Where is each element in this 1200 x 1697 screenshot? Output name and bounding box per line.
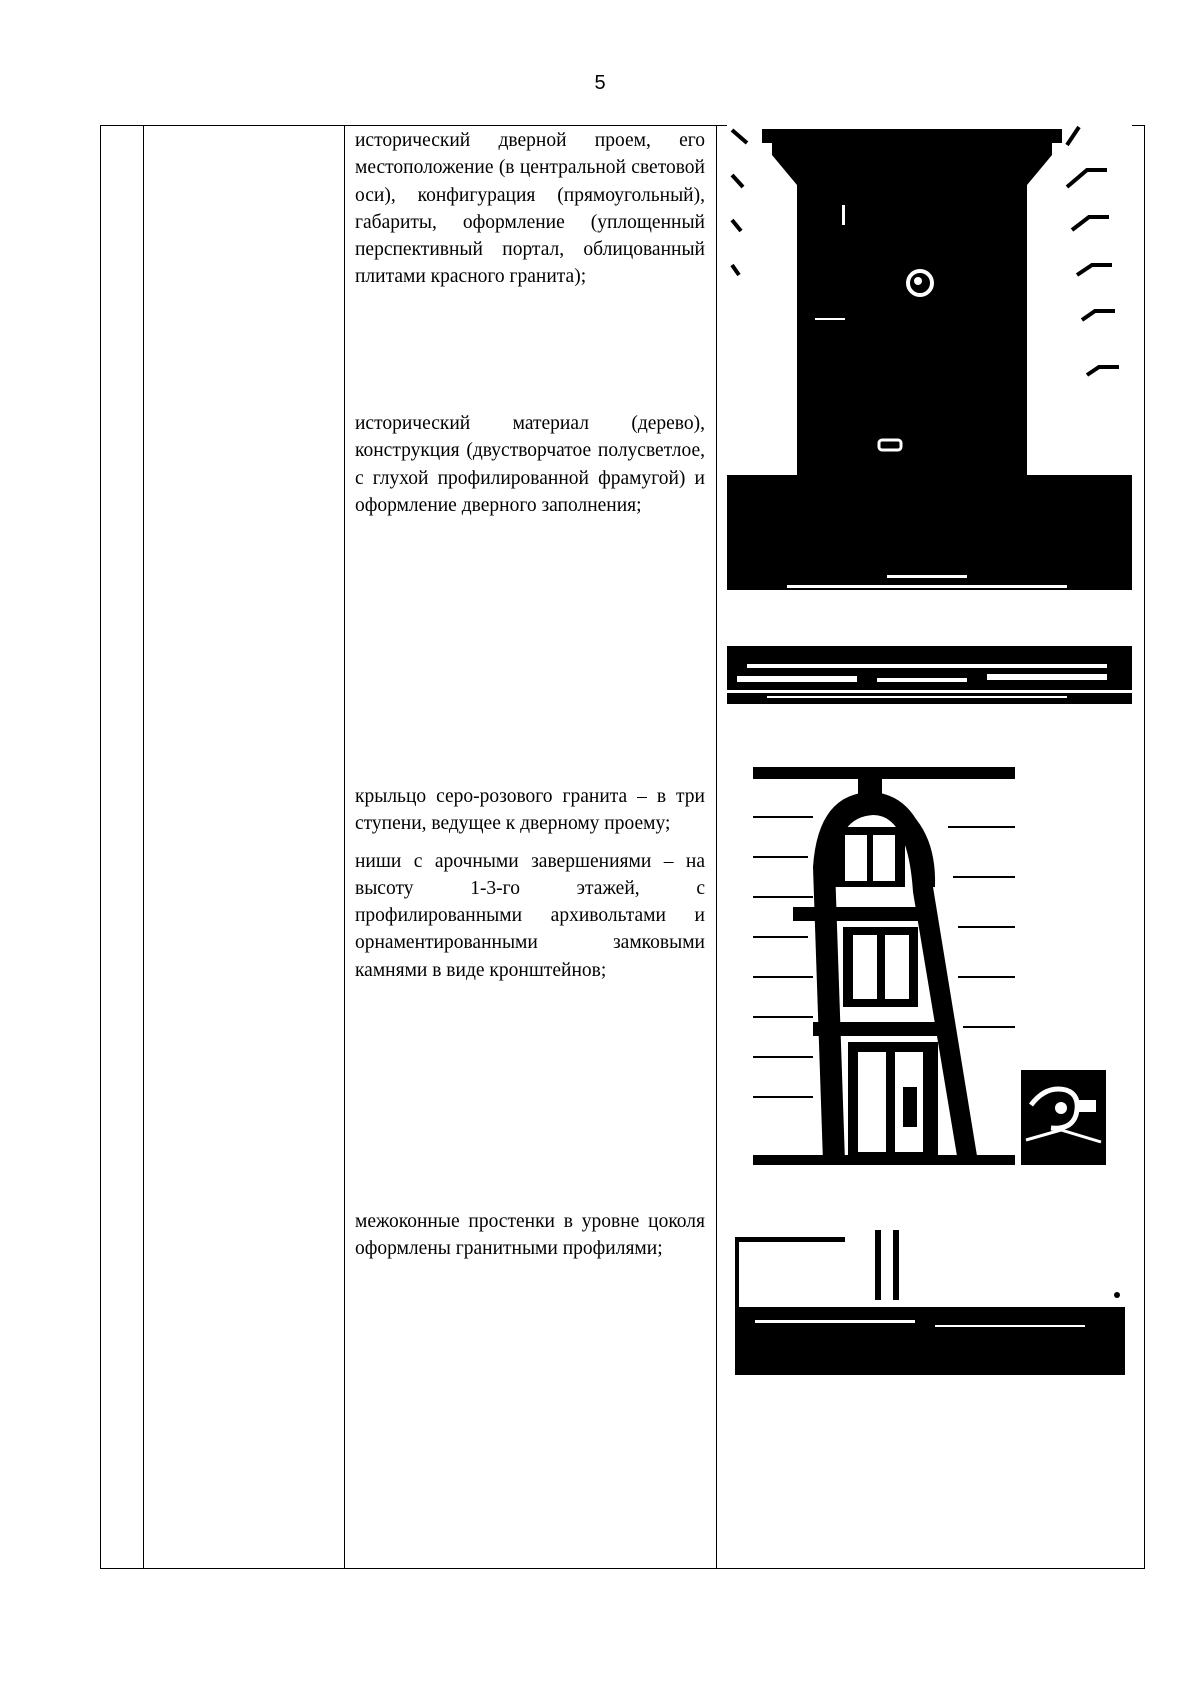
plinth-photo <box>735 1225 1125 1375</box>
column-divider-2 <box>344 126 345 1568</box>
paragraph-doorway: исторический дверной проем, его местоположение (в центральной световой оси), конфигурация (прямоугольный), габариты, оформление (уплощенный перспективный портал, облицованный плитами красного гранита); <box>355 130 705 288</box>
text-cell-door-fill <box>355 410 705 529</box>
arched-niche-photo <box>753 767 1015 1165</box>
paragraph-door-material: исторический материал (дерево), конструкция (двустворчатое полусветлое, с глухой профилированной фрамугой) и оформление дверного заполнения; <box>355 413 705 516</box>
page-number: 5 <box>594 72 606 94</box>
porch-photo <box>727 646 1132 704</box>
paragraph-plinth: межоконные простенки в уровне цоколя оформлены гранитными профилями; <box>355 1211 705 1260</box>
keystone-photo <box>1021 1070 1106 1165</box>
paragraph-porch: крыльцо серо-розового гранита – в три ступени, ведущее к дверному проему; <box>355 786 705 835</box>
doorway-photo <box>727 125 1132 615</box>
column-divider-1 <box>143 126 144 1568</box>
text-cell-doorway <box>355 127 705 301</box>
paragraph-niches: ниши с арочными завершениями – на высоту 1-3-го этажей, с профилированными архивольтами и орнаментированными замковыми камнями в виде кронштейнов; <box>355 850 705 981</box>
text-cell-porch-niches <box>355 783 705 994</box>
text-cell-plinth <box>355 1208 705 1273</box>
column-divider-3 <box>716 126 717 1568</box>
